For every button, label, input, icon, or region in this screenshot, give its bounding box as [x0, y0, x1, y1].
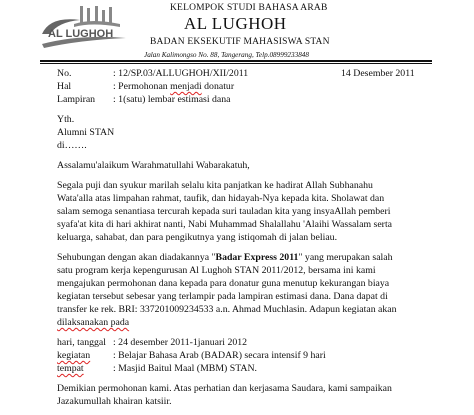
closing-line2: Jazakumullah khairan katsiir. [57, 396, 172, 407]
recipient-place: di……. [57, 140, 87, 151]
para1-line4: syafa'at kita di hari akhirat nanti, Nabi Muhammad Shalallahu 'Alaihi Wassalam serta [57, 219, 393, 230]
hal-label: Hal [57, 81, 72, 92]
org-title: AL LUGHOH [184, 14, 287, 33]
para1-line5: keluarga, sahabat, dan para pengikutnya yang istiqomah di jalan beliau. [57, 232, 338, 243]
para2-line3: mengajukan permohonan dana kepada para donatur guna menutup kekurangan biaya [57, 278, 390, 289]
al-lughoh-logo [40, 4, 128, 48]
kegiatan-value: : Belajar Bahasa Arab (BADAR) secara intensif 9 hari [113, 350, 326, 361]
header-rule-thick [40, 60, 432, 62]
closing-line1: Demikian permohonan kami. Atas perhatian dan kerjasama Saudara, kami sampaikan [57, 383, 392, 394]
event-name: Badar Express 2011 [215, 252, 299, 263]
org-division: BADAN EKSEKUTIF MAHASISWA STAN [150, 37, 330, 47]
recipient-name: Alumni STAN [57, 127, 115, 138]
lampiran-label: Lampiran [57, 94, 96, 105]
para1-line1: Segala puji dan syukur marilah selalu kita panjatkan ke hadirat Allah Subhanahu [57, 180, 373, 191]
para2-line4: kegiatan tersebut sebesar yang terlampir pada lampiran estimasi dana. Dana dapat di [57, 291, 388, 302]
no-label: No. [57, 68, 72, 79]
org-group-name: KELOMPOK STUDI BAHASA ARAB [170, 3, 328, 13]
para2-line6: dilaksanakan pada [57, 317, 130, 328]
hari-value: : 24 desember 2011-1januari 2012 [113, 337, 248, 348]
kegiatan-label: kegiatan [57, 350, 91, 361]
letter-date: 14 Desember 2011 [341, 68, 415, 79]
para2-line5: transfer ke rek. BRI: 337201009234533 a.n. Ahmad Muchlasin. Adapun kegiatan akan [57, 304, 397, 315]
hal-value: : Permohonan menjadi donatur [113, 81, 235, 92]
para1-line3: salam semoga senantiasa tercurah kepada suri tauladan kita yang insyaAllah pemberi [57, 206, 391, 217]
para2-line1: Sehubungan dengan akan diadakannya "Badar Express 2011" yang merupakan salah [57, 252, 393, 263]
tempat-label: tempat [57, 363, 84, 374]
lampiran-value: : 1(satu) lembar estimasi dana [113, 94, 231, 105]
salutation: Assalamu'alaikum Warahmatullahi Wabarakatuh, [57, 160, 250, 171]
logo-text: AL LUGHOH [48, 28, 114, 40]
no-value: : 12/SP.03/ALLUGHOH/XII/2011 [113, 68, 249, 79]
recipient-yth: Yth. [57, 114, 75, 125]
spellcheck-word: menjadi [170, 81, 202, 92]
para1-line2: Wata'alla atas limpahan rahmat, taufik, dan hidayah-Nya kepada kita. Sholawat dan [57, 193, 385, 204]
para2-line2: satu program kerja kepengurusan Al Lughoh STAN 2011/2012, bersama ini kami [57, 265, 376, 276]
header-rule-thin [40, 63, 432, 64]
tempat-value: : Masjid Baitul Maal (MBM) STAN. [113, 363, 257, 374]
org-address: Jalan Kalimongso No. 88, Tangerang, Telp.08999233848 [144, 51, 309, 59]
hari-label: hari, tanggal [57, 337, 106, 348]
